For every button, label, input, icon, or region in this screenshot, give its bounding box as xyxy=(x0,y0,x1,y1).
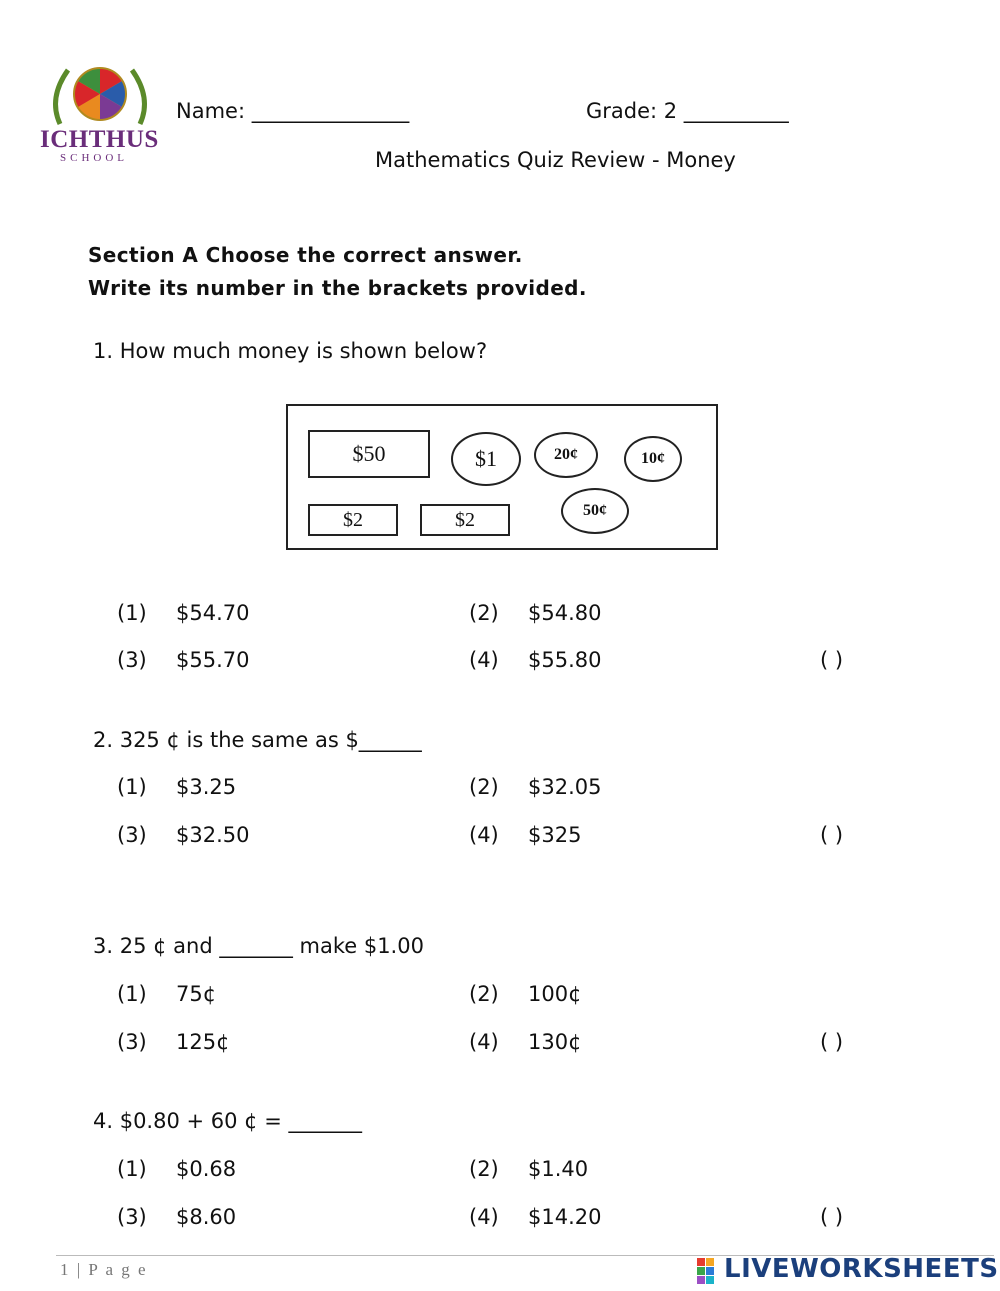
q3-option-3-value: 125¢ xyxy=(176,1030,230,1054)
name-field-label: Name: _______________ xyxy=(176,99,410,123)
q1-answer-bracket[interactable]: ( ) xyxy=(820,648,844,672)
page-title: Mathematics Quiz Review - Money xyxy=(375,148,736,172)
school-logo xyxy=(40,58,160,168)
q4-answer-bracket[interactable]: ( ) xyxy=(820,1205,844,1229)
q2-option-4-number: (4) xyxy=(469,823,499,847)
note-50: $50 xyxy=(308,430,430,478)
q2-option-1-value: $3.25 xyxy=(176,775,237,799)
q1-option-4-value: $55.80 xyxy=(528,648,602,672)
q3-answer-bracket[interactable]: ( ) xyxy=(820,1030,844,1054)
school-emblem-icon xyxy=(40,58,160,134)
page-number: 1 | P a g e xyxy=(60,1260,148,1279)
note-2-first: $2 xyxy=(308,504,398,536)
q1-option-3-number: (3) xyxy=(117,648,147,672)
q3-option-4-number: (4) xyxy=(469,1030,499,1054)
q3-option-2-number: (2) xyxy=(469,982,499,1006)
q4-option-3-number: (3) xyxy=(117,1205,147,1229)
coin-20-cents: 20¢ xyxy=(534,432,598,478)
q2-option-1-number: (1) xyxy=(117,775,147,799)
section-instruction-line1: Section A Choose the correct answer. xyxy=(88,243,523,267)
q4-option-2-value: $1.40 xyxy=(528,1157,589,1181)
q2-option-4-value: $325 xyxy=(528,823,582,847)
q4-option-4-value: $14.20 xyxy=(528,1205,602,1229)
coin-50-cents: 50¢ xyxy=(561,488,629,534)
note-2-second: $2 xyxy=(420,504,510,536)
question-3-text: 3. 25 ¢ and _______ make $1.00 xyxy=(93,934,424,958)
q1-option-2-number: (2) xyxy=(469,601,499,625)
liveworksheets-brand[interactable]: LIVEWORKSHEETS xyxy=(724,1254,999,1284)
q1-option-3-value: $55.70 xyxy=(176,648,250,672)
q4-option-1-number: (1) xyxy=(117,1157,147,1181)
q1-option-4-number: (4) xyxy=(469,648,499,672)
q3-option-1-number: (1) xyxy=(117,982,147,1006)
logo-name: ICHTHUS xyxy=(40,126,159,153)
q4-option-2-number: (2) xyxy=(469,1157,499,1181)
q2-option-3-number: (3) xyxy=(117,823,147,847)
q3-option-3-number: (3) xyxy=(117,1030,147,1054)
q1-option-1-value: $54.70 xyxy=(176,601,250,625)
liveworksheets-logo-icon xyxy=(697,1258,721,1282)
logo-subtitle: SCHOOL xyxy=(60,152,129,164)
q1-option-2-value: $54.80 xyxy=(528,601,602,625)
q2-option-2-number: (2) xyxy=(469,775,499,799)
q3-option-4-value: 130¢ xyxy=(528,1030,582,1054)
money-illustration xyxy=(286,404,718,550)
q3-option-2-value: 100¢ xyxy=(528,982,582,1006)
q4-option-4-number: (4) xyxy=(469,1205,499,1229)
question-1-text: 1. How much money is shown below? xyxy=(93,339,488,363)
coin-10-cents: 10¢ xyxy=(624,436,682,482)
q2-option-2-value: $32.05 xyxy=(528,775,602,799)
section-instruction-line2: Write its number in the brackets provided. xyxy=(88,276,587,300)
q2-answer-bracket[interactable]: ( ) xyxy=(820,823,844,847)
q1-option-1-number: (1) xyxy=(117,601,147,625)
q2-option-3-value: $32.50 xyxy=(176,823,250,847)
question-4-text: 4. $0.80 + 60 ¢ = _______ xyxy=(93,1109,362,1133)
grade-field-label: Grade: 2 __________ xyxy=(586,99,789,123)
q3-option-1-value: 75¢ xyxy=(176,982,217,1006)
q4-option-3-value: $8.60 xyxy=(176,1205,237,1229)
q4-option-1-value: $0.68 xyxy=(176,1157,237,1181)
coin-1-dollar: $1 xyxy=(451,432,521,486)
question-2-text: 2. 325 ¢ is the same as $______ xyxy=(93,728,422,752)
